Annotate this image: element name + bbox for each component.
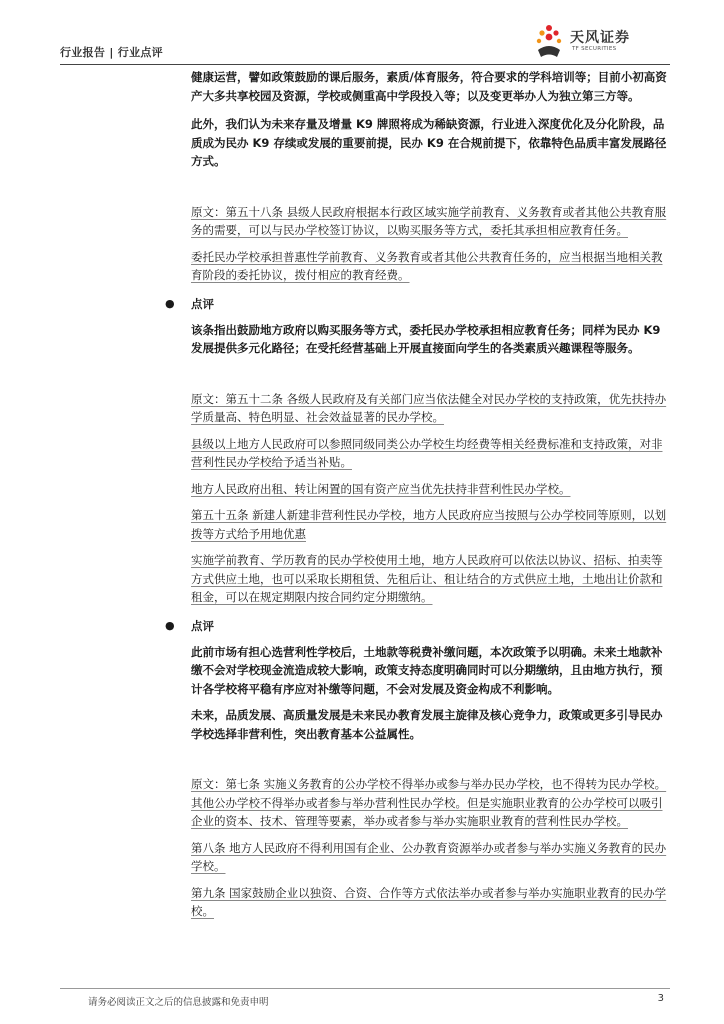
page-number: 3 (657, 993, 664, 1004)
comment-paragraph: 该条指出鼓励地方政府以购买服务等方式，委托民办学校承担相应教育任务；同样为民办 K9 发展提供多元化路径；在受托经营基础上开展直接面向学生的各类素质兴趣课程等服务。 (191, 322, 661, 355)
paragraph: 健康运营，譬如政策鼓励的课后服务，素质/体育服务，符合要求的学科培训等；目前小初高资产大多共享校园及资源，学校或侧重高中学段投入等；以及变更举办人为独立第三方等。 (191, 70, 667, 103)
footer-divider (60, 988, 670, 989)
quoted-article: 第八条 地方人民政府不得利用国有企业、公办教育资源举办或者参与举办实施义务教育的民办学校。 (191, 840, 667, 873)
comment-heading-label: 点评 (191, 296, 214, 311)
quoted-article: 原文：第五十八条 县级人民政府根据本行政区域实施学前教育、义务教育或者其他公共教育服务的需要，可以与民办学校签订协议，以购买服务等方式，委托其承担相应教育任务。 (191, 204, 667, 237)
report-category: 行业报告 | 行业点评 (60, 46, 163, 59)
quoted-article: 地方人民政府出租、转让闲置的国有资产应当优先扶持非营利性民办学校。 (191, 481, 571, 496)
footer-disclaimer: 请务必阅读正文之后的信息披露和免责申明 (88, 997, 269, 1008)
tf-securities-logo (530, 24, 670, 60)
bullet-icon: ● (165, 618, 175, 632)
comment-heading-label: 点评 (191, 618, 214, 633)
header-divider (60, 64, 670, 65)
quoted-article: 委托民办学校承担普惠性学前教育、义务教育或者其他公共教育任务的，应当根据当地相关教育阶段的委托协议，拨付相应的教育经费。 (191, 249, 663, 282)
logo-text-cn: 天风证券 (570, 30, 630, 46)
comment-heading (165, 617, 669, 635)
quoted-article: 第九条 国家鼓励企业以独资、合资、合作等方式依法举办或者参与举办实施职业教育的民办学校。 (191, 885, 667, 918)
tf-logo-icon (530, 24, 568, 60)
bullet-icon: ● (165, 296, 175, 310)
paragraph: 此外，我们认为未来存量及增量 K9 牌照将成为稀缺资源，行业进入深度优化及分化阶段，品质成为民办 K9 存续或发展的重要前提，民办 K9 在合规前提下，依靠特色品质丰富发展路径方式。 (191, 117, 667, 168)
comment-paragraph: 此前市场有担心选营利性学校后，土地款等税费补缴问题，本次政策予以明确。未来土地款补缴不会对学校现金流造成较大影响，政策支持态度明确同时可以分期缴纳，且由地方执行，预计各学校将平稳有序应对补缴等问题，不会对发展及资金构成不利影响。 (191, 644, 663, 696)
quoted-article: 原文：第七条 实施义务教育的公办学校不得举办或参与举办民办学校，也不得转为民办学校。其他公办学校不得举办或者参与举办营利性民办学校。但是实施职业教育的公办学校可以吸引企业的资本、技术、管理等要素，举办或者参与举办实施职业教育的营利性民办学校。 (191, 777, 667, 828)
logo-text-en: TF SECURITIES (572, 46, 617, 52)
comment-heading (165, 295, 669, 313)
document-body (165, 68, 669, 921)
quoted-article: 县级以上地方人民政府可以参照同级同类公办学校生均经费等相关经费标准和支持政策，对非营利性民办学校给予适当补贴。 (191, 436, 663, 469)
comment-paragraph: 未来，品质发展、高质量发展是未来民办教育发展主旋律及核心竞争力，政策或更多引导民办学校选择非营利性，突出教育基本公益属性。 (191, 708, 663, 741)
quoted-article: 原文：第五十二条 各级人民政府及有关部门应当依法健全对民办学校的支持政策，优先扶持办学质量高、特色明显、社会效益显著的民办学校。 (191, 391, 667, 424)
quoted-article: 第五十五条 新建人新建非营利性民办学校，地方人民政府应当按照与公办学校同等原则，以划拨等方式给予用地优惠 (191, 508, 667, 541)
quoted-article: 实施学前教育、学历教育的民办学校使用土地，地方人民政府可以依法以协议、招标、拍卖等方式供应土地，也可以采取长期租赁、先租后让、租让结合的方式供应土地，土地出让价款和租金，可以在规定期限内按合同约定分期缴纳。 (191, 553, 663, 604)
